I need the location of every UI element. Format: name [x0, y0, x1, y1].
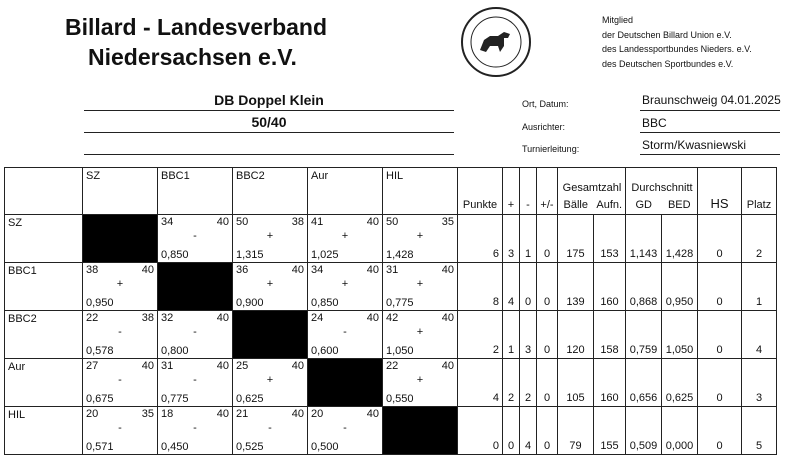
gd-value: 0,509: [626, 407, 662, 455]
membership-line: des Landessportbundes Nieders. e.V.: [602, 44, 752, 54]
self-match-cell: [233, 311, 308, 359]
bed-value: 0,000: [662, 407, 698, 455]
match-result: +: [266, 278, 274, 290]
place-value: 3: [742, 359, 777, 407]
match-score-opponent: 35: [141, 408, 154, 420]
match-average: 0,578: [86, 345, 114, 357]
bed-value: 1,050: [662, 311, 698, 359]
match-score-opponent: 40: [291, 264, 304, 276]
balls-value: 105: [558, 359, 594, 407]
match-result: -: [118, 326, 122, 338]
match-cell: [83, 359, 158, 407]
match-score-own: 25: [236, 360, 249, 372]
match-result: +: [341, 230, 349, 242]
match-result: +: [266, 230, 274, 242]
balls-value: 79: [558, 407, 594, 455]
draw-value: 0: [537, 359, 558, 407]
divider: [640, 132, 780, 133]
match-average: 0,775: [161, 393, 189, 405]
hs-value: 0: [698, 359, 742, 407]
match-score-own: 31: [161, 360, 174, 372]
innings-value: 153: [594, 215, 626, 263]
match-average: 0,600: [311, 345, 339, 357]
match-average: 0,950: [86, 297, 114, 309]
match-result: +: [416, 230, 424, 242]
balls-value: 175: [558, 215, 594, 263]
match-score-own: 18: [161, 408, 174, 420]
match-result: -: [193, 326, 197, 338]
match-score-own: 50: [236, 216, 249, 228]
table-row: [5, 263, 777, 311]
match-result: -: [193, 422, 197, 434]
match-cell: [83, 407, 158, 455]
plus-value: 3: [503, 215, 520, 263]
match-cell: [233, 407, 308, 455]
membership-line: Mitglied: [602, 15, 634, 25]
organizer-value: BBC: [642, 116, 667, 130]
col-head-bed: BED: [662, 168, 698, 215]
balls-value: 120: [558, 311, 594, 359]
match-average: 1,428: [386, 249, 414, 261]
match-result: -: [193, 230, 197, 242]
table-row: [5, 311, 777, 359]
self-match-cell: [158, 263, 233, 311]
match-cell: [233, 359, 308, 407]
direction-label: Turnierleitung:: [522, 144, 580, 154]
minus-value: 0: [520, 263, 537, 311]
match-score-own: 21: [236, 408, 249, 420]
hs-value: 0: [698, 407, 742, 455]
match-score-opponent: 40: [216, 216, 229, 228]
place-value: 5: [742, 407, 777, 455]
match-cell: [308, 407, 383, 455]
match-score-own: 41: [311, 216, 324, 228]
match-cell: [158, 407, 233, 455]
bed-value: 1,428: [662, 215, 698, 263]
match-average: 1,050: [386, 345, 414, 357]
hs-value: 0: [698, 215, 742, 263]
self-match-cell: [83, 215, 158, 263]
points-value: 6: [458, 215, 503, 263]
match-cell: [233, 215, 308, 263]
col-head-hs: HS: [698, 168, 742, 215]
match-score-opponent: 38: [141, 312, 154, 324]
points-value: 8: [458, 263, 503, 311]
match-average: 0,450: [161, 441, 189, 453]
match-result: +: [116, 278, 124, 290]
plus-value: 4: [503, 263, 520, 311]
location-value: Braunschweig 04.01.2025: [642, 93, 781, 107]
match-cell: [308, 311, 383, 359]
association-seal-logo: [460, 6, 532, 78]
match-cell: [158, 359, 233, 407]
col-head-minus: -: [520, 168, 537, 215]
points-value: 4: [458, 359, 503, 407]
plus-value: 0: [503, 407, 520, 455]
results-table: [4, 167, 777, 455]
membership-line: des Deutschen Sportbundes e.V.: [602, 58, 734, 69]
minus-value: 4: [520, 407, 537, 455]
row-team-name: Aur: [5, 359, 83, 407]
match-cell: [158, 215, 233, 263]
match-average: 0,571: [86, 441, 114, 453]
innings-value: 155: [594, 407, 626, 455]
minus-value: 2: [520, 359, 537, 407]
match-result: -: [193, 374, 197, 386]
bed-value: 0,950: [662, 263, 698, 311]
match-result: +: [416, 374, 424, 386]
hs-value: 0: [698, 263, 742, 311]
direction-value: Storm/Kwasniewski: [642, 138, 747, 152]
innings-value: 160: [594, 263, 626, 311]
minus-value: 1: [520, 215, 537, 263]
match-score-opponent: 40: [441, 360, 454, 372]
location-label: Ort, Datum:: [522, 99, 569, 109]
match-score-opponent: 40: [366, 408, 379, 420]
plus-value: 2: [503, 359, 520, 407]
match-cell: [383, 311, 458, 359]
match-average: 0,550: [386, 393, 414, 405]
group-head-total: Gesamtzahl: [562, 182, 622, 194]
match-score-opponent: 40: [216, 360, 229, 372]
match-cell: [233, 263, 308, 311]
membership-block: [602, 13, 752, 71]
innings-value: 160: [594, 359, 626, 407]
match-score-own: 34: [161, 216, 174, 228]
match-score-own: 20: [86, 408, 99, 420]
match-score-own: 20: [311, 408, 324, 420]
draw-value: 0: [537, 311, 558, 359]
match-cell: [383, 263, 458, 311]
match-score-own: 32: [161, 312, 174, 324]
match-score-own: 34: [311, 264, 324, 276]
table-header-row: [5, 168, 777, 215]
gd-value: 0,656: [626, 359, 662, 407]
divider: [84, 110, 454, 111]
innings-value: 158: [594, 311, 626, 359]
balls-value: 139: [558, 263, 594, 311]
minus-value: 3: [520, 311, 537, 359]
match-average: 0,625: [236, 393, 264, 405]
match-average: 1,025: [311, 249, 339, 261]
col-head-plus: +: [503, 168, 520, 215]
divider: [640, 154, 780, 155]
match-score-own: 38: [86, 264, 99, 276]
points-value: 2: [458, 311, 503, 359]
match-score-opponent: 38: [291, 216, 304, 228]
match-score-own: 42: [386, 312, 399, 324]
bed-value: 0,625: [662, 359, 698, 407]
match-result: -: [268, 422, 272, 434]
table-row: [5, 215, 777, 263]
row-team-name: BBC2: [5, 311, 83, 359]
self-match-cell: [383, 407, 458, 455]
event-subtitle: 50/40: [251, 114, 287, 130]
match-average: 1,315: [236, 249, 264, 261]
match-result: +: [416, 326, 424, 338]
match-score-opponent: 40: [366, 312, 379, 324]
match-cell: [158, 311, 233, 359]
self-match-cell: [308, 359, 383, 407]
col-head-points: Punkte: [458, 168, 503, 215]
table-row: [5, 359, 777, 407]
match-score-own: 24: [311, 312, 324, 324]
hs-value: 0: [698, 311, 742, 359]
points-value: 0: [458, 407, 503, 455]
match-score-own: 22: [386, 360, 399, 372]
match-score-own: 36: [236, 264, 249, 276]
plus-value: 1: [503, 311, 520, 359]
divider: [84, 132, 454, 133]
association-title-line2: Niedersachsen e.V.: [88, 44, 297, 70]
place-value: 1: [742, 263, 777, 311]
match-score-opponent: 40: [291, 408, 304, 420]
match-score-opponent: 35: [441, 216, 454, 228]
col-head-team: Aur: [308, 168, 383, 215]
match-score-opponent: 40: [441, 264, 454, 276]
match-score-own: 27: [86, 360, 99, 372]
organizer-label: Ausrichter:: [522, 122, 566, 132]
match-score-opponent: 40: [291, 360, 304, 372]
col-head-team: SZ: [83, 168, 158, 215]
match-score-own: 50: [386, 216, 399, 228]
match-score-own: 31: [386, 264, 399, 276]
match-result: +: [416, 278, 424, 290]
draw-value: 0: [537, 263, 558, 311]
match-cell: [308, 263, 383, 311]
table-body: [5, 215, 777, 455]
col-head-balls-label: Bälle: [563, 199, 588, 211]
match-result: +: [266, 374, 274, 386]
match-cell: [383, 359, 458, 407]
match-average: 0,850: [311, 297, 339, 309]
match-average: 0,675: [86, 393, 114, 405]
col-head-innings: Aufn.: [594, 168, 626, 215]
match-cell: [83, 263, 158, 311]
membership-line: der Deutschen Billard Union e.V.: [602, 29, 732, 40]
match-average: 0,850: [161, 249, 189, 261]
match-cell: [383, 215, 458, 263]
col-head-gd-label: GD: [635, 199, 652, 211]
divider: [84, 154, 454, 155]
match-result: +: [341, 278, 349, 290]
draw-value: 0: [537, 407, 558, 455]
match-cell: [83, 311, 158, 359]
match-average: 0,500: [311, 441, 339, 453]
match-score-opponent: 40: [366, 216, 379, 228]
match-score-opponent: 40: [441, 312, 454, 324]
table-row: [5, 407, 777, 455]
match-result: -: [118, 422, 122, 434]
row-team-name: BBC1: [5, 263, 83, 311]
gd-value: 0,759: [626, 311, 662, 359]
row-team-name: SZ: [5, 215, 83, 263]
match-score-opponent: 40: [366, 264, 379, 276]
draw-value: 0: [537, 215, 558, 263]
col-head-team: BBC1: [158, 168, 233, 215]
match-result: -: [343, 422, 347, 434]
match-score-opponent: 40: [216, 408, 229, 420]
col-head-team: HIL: [383, 168, 458, 215]
match-average: 0,900: [236, 297, 264, 309]
match-score-opponent: 40: [216, 312, 229, 324]
match-score-own: 22: [86, 312, 99, 324]
corner-cell: [5, 168, 83, 215]
match-result: -: [118, 374, 122, 386]
match-average: 0,525: [236, 441, 264, 453]
association-title-line1: Billard - Landesverband: [65, 14, 328, 40]
event-title: DB Doppel Klein: [214, 92, 324, 108]
match-result: -: [343, 326, 347, 338]
match-cell: [308, 215, 383, 263]
col-head-team: BBC2: [233, 168, 308, 215]
gd-value: 1,143: [626, 215, 662, 263]
gd-value: 0,868: [626, 263, 662, 311]
col-head-place: Platz: [742, 168, 777, 215]
match-score-opponent: 40: [141, 360, 154, 372]
col-head-draw: +/-: [537, 168, 558, 215]
divider: [640, 110, 780, 111]
match-average: 0,800: [161, 345, 189, 357]
place-value: 2: [742, 215, 777, 263]
row-team-name: HIL: [5, 407, 83, 455]
group-head-average: Durchschnitt: [631, 182, 693, 194]
match-average: 0,775: [386, 297, 414, 309]
place-value: 4: [742, 311, 777, 359]
match-score-opponent: 40: [141, 264, 154, 276]
